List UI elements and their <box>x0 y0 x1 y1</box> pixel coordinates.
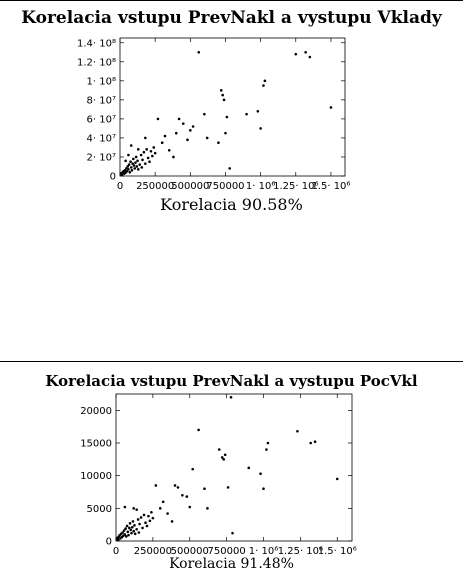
chart-2-point <box>134 533 137 536</box>
chart-2-point <box>181 494 184 497</box>
chart-2-point <box>218 448 221 451</box>
chart-2-x-tick-label: 750000 <box>207 546 246 557</box>
chart-2-point <box>149 519 152 522</box>
chart-2-point <box>231 532 234 535</box>
chart-2-point <box>129 522 132 525</box>
chart-2-point <box>174 484 177 487</box>
chart-1-y-tick-label: 8· 10⁷ <box>86 95 116 107</box>
chart-2-point <box>125 535 128 538</box>
chart-2-title: Korelacia vstupu PrevNakl a vystupu PocVkl <box>45 372 418 390</box>
chart-2-point <box>127 534 130 537</box>
chart-1-x-tick-label: 250000 <box>136 181 175 192</box>
chart-2-y-tick-label: 5000 <box>86 503 112 515</box>
chart-2-point <box>259 472 262 475</box>
chart-2-frame <box>116 394 352 541</box>
chart-2-point <box>127 531 130 534</box>
chart-1-x-tick-label: 1.5· 10⁶ <box>311 181 351 192</box>
chart-2-point <box>247 467 250 470</box>
chart-2-x-tick-label: 1.5· 10⁶ <box>317 546 357 557</box>
chart-2-point <box>131 526 134 529</box>
chart-2-point <box>133 524 136 527</box>
chart-2-point <box>227 486 230 489</box>
chart-2-x-tick-label: 1· 10⁶ <box>248 546 279 557</box>
chart-1-x-tick-label: 750000 <box>206 181 245 192</box>
chart-2-x-tick-label: 500000 <box>170 546 209 557</box>
chart-2-point <box>206 507 209 510</box>
chart-1-y-tick-label: 4· 10⁷ <box>86 133 116 145</box>
chart-2-point <box>197 429 200 432</box>
chart-2-point <box>150 511 153 514</box>
chart-1-x-tick-label: 500000 <box>171 181 210 192</box>
chart-2-point <box>124 506 127 509</box>
chart-2-point <box>230 396 233 399</box>
chart-2-y-tick-label: 10000 <box>80 471 112 483</box>
chart-2-point <box>126 525 129 528</box>
chart-2-x-tick-label: 0 <box>112 546 120 557</box>
chart-2-point <box>314 440 317 443</box>
chart-2-point <box>124 527 127 530</box>
chart-2-y-tick-label: 0 <box>105 536 112 548</box>
chart-2-x-tick-label: 1.25· 10⁶ <box>277 546 324 557</box>
chart-2-point <box>296 430 299 433</box>
chart-2-point <box>135 508 138 511</box>
chart-2-point <box>138 523 141 526</box>
chart-2-point <box>144 521 147 524</box>
chart-2-point <box>222 458 225 461</box>
chart-2-point <box>137 518 140 521</box>
chart-2-caption: Korelacia 91.48% <box>169 556 294 572</box>
chart-1-x-tick-label: 1.25· 10⁶ <box>273 181 319 192</box>
chart-1-x-tick-label: 1· 10⁶ <box>245 181 276 192</box>
chart-2-point <box>203 487 206 490</box>
chart-2-point <box>265 448 268 451</box>
chart-2-point <box>155 484 158 487</box>
chart-1-y-tick-label: 1· 10⁸ <box>86 76 116 88</box>
chart-2-point <box>224 453 227 456</box>
chart-2-point <box>166 512 169 515</box>
chart-2-point <box>262 487 265 490</box>
chart-1-title: Korelacia vstupu PrevNakl a vystupu Vklady <box>21 8 442 28</box>
chart-2-point <box>186 495 189 498</box>
chart-1-y-tick-label: 1.4· 10⁸ <box>77 38 116 50</box>
chart-2-point <box>162 501 165 504</box>
chart-2-point <box>143 514 146 517</box>
chart-1-y-tick-label: 1.2· 10⁸ <box>77 57 116 69</box>
chart-2-point <box>135 528 138 531</box>
chart-2-point <box>177 486 180 489</box>
chart-2-point <box>309 442 312 445</box>
chart-2-point <box>117 538 120 541</box>
chart-2-point <box>132 530 135 533</box>
chart-2-point <box>130 532 133 535</box>
chart-2-point <box>140 516 143 519</box>
chart-2-point <box>336 478 339 481</box>
chart-2-point <box>159 507 162 510</box>
chart-2-y-tick-label: 15000 <box>80 438 112 450</box>
chart-2-point <box>132 520 135 523</box>
chart-2-point <box>171 520 174 523</box>
chart-2-y-tick-label: 20000 <box>80 405 112 417</box>
chart-2-point <box>152 517 155 520</box>
chart-1-y-tick-label: 2· 10⁷ <box>86 152 116 164</box>
chart-2-point <box>146 525 149 528</box>
chart-2-point <box>267 442 270 445</box>
chart-1-y-tick-label: 0 <box>109 171 116 183</box>
chart-2-point <box>188 506 191 509</box>
chart-2-point <box>141 527 144 530</box>
chart-2-point <box>129 529 132 532</box>
chart-2-point <box>132 507 135 510</box>
chart-1-caption: Korelacia 90.58% <box>160 195 303 214</box>
chart-2-point <box>191 468 194 471</box>
chart-1-x-tick-label: 0 <box>116 181 124 192</box>
chart-2-x-tick-label: 250000 <box>133 546 172 557</box>
chart-2-point <box>147 515 150 518</box>
chart-2-point <box>138 531 141 534</box>
chart-1-y-tick-label: 6· 10⁷ <box>86 114 116 126</box>
